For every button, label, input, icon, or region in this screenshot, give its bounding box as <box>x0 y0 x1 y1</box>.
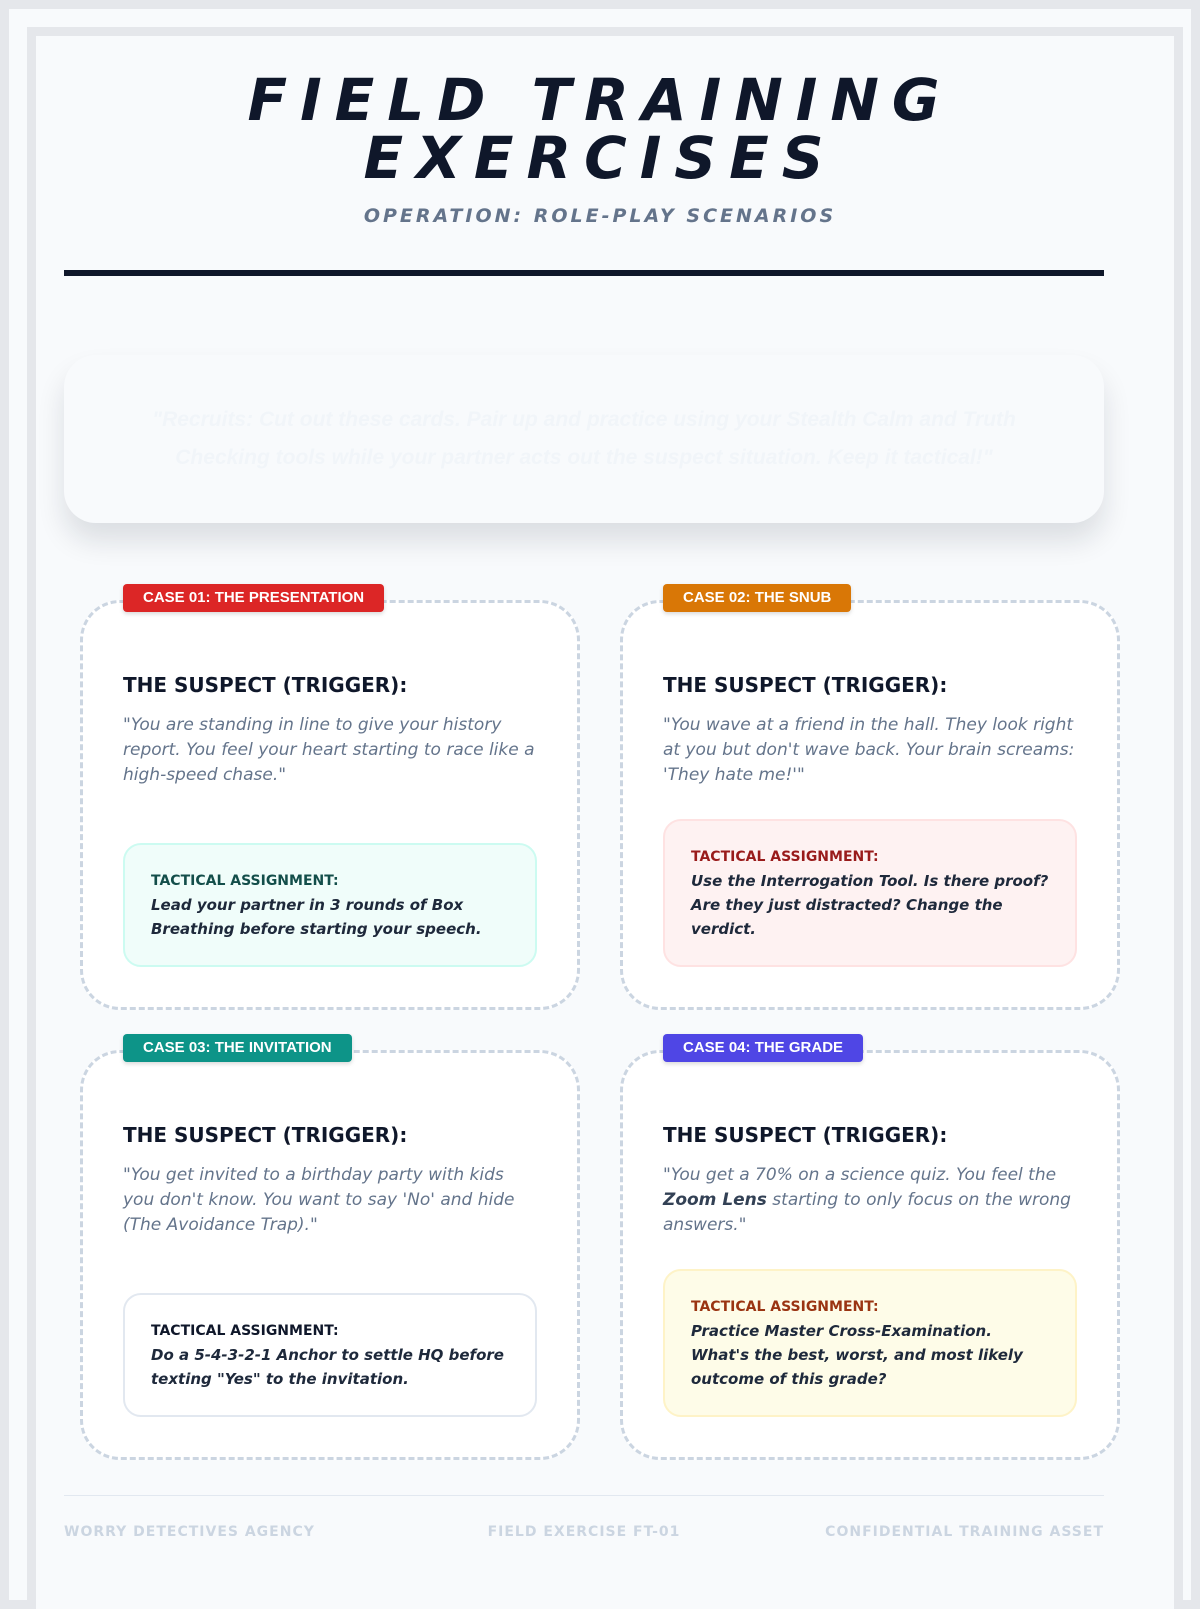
trigger-text <box>663 1163 1077 1238</box>
assignment-label: TACTICAL ASSIGNMENT: <box>691 849 879 865</box>
assignment-text <box>691 1322 1023 1388</box>
case-tag: CASE 03: THE INVITATION <box>123 1034 352 1062</box>
trigger-text-part: starting to only focus on the wrong answers." <box>663 1190 1071 1235</box>
assignment-text-part: Lead your partner in 3 rounds of <box>151 896 432 914</box>
case-card-02 <box>620 589 1120 1010</box>
footer-classification: CONFIDENTIAL TRAINING ASSET <box>825 1524 1104 1540</box>
assignment-text <box>151 896 482 938</box>
case-heading: THE SUSPECT (TRIGGER): <box>123 673 408 697</box>
case-card-01 <box>80 589 580 1010</box>
intro-card <box>64 355 1104 523</box>
assignment-text-part: to settle HQ before texting "Yes" to the invitation. <box>151 1346 504 1388</box>
page-title <box>9 66 1191 192</box>
assignment-text-part: Do a <box>151 1346 195 1364</box>
title-line-1: FIELD TRAINING <box>247 66 953 134</box>
assignment-tool-name: Master Cross-Examination <box>764 1322 987 1340</box>
assignment-text-part: Use the <box>691 872 761 890</box>
tactical-assignment-box <box>123 1293 537 1417</box>
trigger-text: "You wave at a friend in the hall. They look right at you but don't wave back. Your brain screams: 'They hate me!'" <box>663 715 1075 785</box>
case-tag: CASE 02: THE SNUB <box>663 584 851 612</box>
assignment-text-part: Practice <box>691 1322 765 1340</box>
assignment-label: TACTICAL ASSIGNMENT: <box>151 1323 339 1339</box>
case-card-03 <box>80 1039 580 1460</box>
assignment-text-part: . Is there proof? Are they just distracted? Change the verdict. <box>691 872 1049 938</box>
footer-agency: WORRY DETECTIVES AGENCY <box>64 1524 315 1540</box>
assignment-tool-name: Interrogation Tool <box>760 872 913 890</box>
header-divider <box>64 270 1104 276</box>
title-line-2: EXERCISES <box>363 124 837 192</box>
page-header <box>9 66 1191 227</box>
trigger-highlight: Zoom Lens <box>663 1190 767 1210</box>
trigger-text: "You get invited to a birthday party with kids you don't know. You want to say 'No' and hide (The Avoidance Trap)." <box>123 1165 515 1235</box>
trigger-text-part: "You get a 70% on a science quiz. You feel the <box>663 1165 1057 1185</box>
assignment-text <box>151 1346 504 1388</box>
assignment-tool-name: Box Breathing <box>151 896 464 938</box>
case-tag: CASE 04: THE GRADE <box>663 1034 863 1062</box>
case-tag: CASE 01: THE PRESENTATION <box>123 584 384 612</box>
trigger-text: "You are standing in line to give your history report. You feel your heart starting to race like a high-speed chase." <box>123 715 535 785</box>
tactical-assignment-box <box>123 843 537 967</box>
assignment-tool-name: 5-4-3-2-1 Anchor <box>194 1346 337 1364</box>
assignment-label: TACTICAL ASSIGNMENT: <box>691 1299 879 1315</box>
case-card-04 <box>620 1039 1120 1460</box>
case-heading: THE SUSPECT (TRIGGER): <box>663 1123 948 1147</box>
assignment-text-part: . What's the best, worst, and most likely outcome of this grade? <box>691 1322 1023 1388</box>
assignment-text <box>691 872 1048 938</box>
tactical-assignment-box <box>663 819 1077 967</box>
case-heading: THE SUSPECT (TRIGGER): <box>663 673 948 697</box>
page-sheet <box>9 9 1191 1600</box>
assignment-text-part: before starting your speech. <box>234 920 482 938</box>
case-heading: THE SUSPECT (TRIGGER): <box>123 1123 408 1147</box>
footer-exercise-id: FIELD EXERCISE FT-01 <box>487 1524 681 1540</box>
intro-text: "Recruits: Cut out these cards. Pair up and practice using your Stealth Calm and Truth Checking tools while your partner acts out the suspect situation. Keep it tactical!" <box>152 408 1016 469</box>
page-subtitle: OPERATION: ROLE-PLAY SCENARIOS <box>363 205 837 227</box>
tactical-assignment-box <box>663 1269 1077 1417</box>
assignment-label: TACTICAL ASSIGNMENT: <box>151 873 339 889</box>
page-footer <box>64 1495 1104 1540</box>
